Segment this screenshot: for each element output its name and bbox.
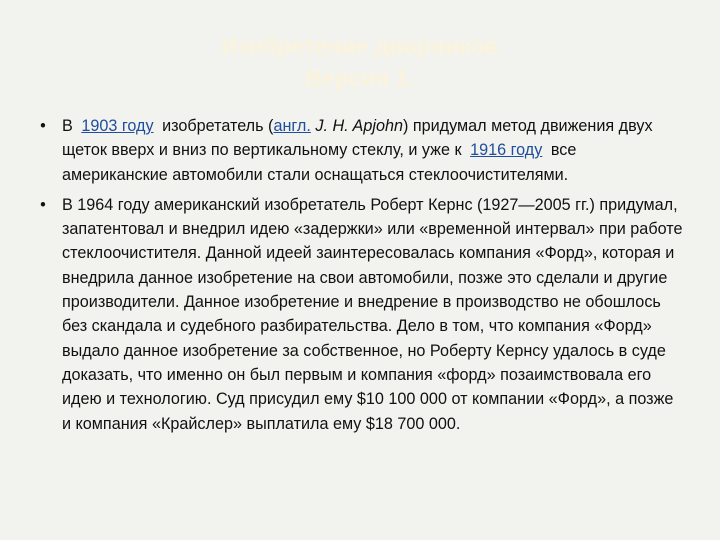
text-segment: изобретатель ( [162,117,274,135]
bullet-icon: • [40,195,46,214]
bullet-text [62,117,653,184]
bullet-item [36,114,686,187]
inventor-name: J. H. Apjohn [315,117,403,135]
bullet-text: В 1964 году американский изобретатель Роберт Кернс (1927—2005 гг.) придумал, запатентовал и внедрил идею «задержки» или «временной интервал» при работе стеклоочистителя. Данной идеей заинтересовалась компания «Форд», которая и внедрила данное изобретение на свои автомобили, позже это сделали и другие производители. Данное изобретение и внедрение в производство не обошлось без скандала и судебного разбирательства. Дело в том, что компания «Форд» выдало данное изобретение за собственное, но Роберту Кернсу удалось в суде доказать, что именно он был первым и компания «форд» позаимствовала его идею и технологию. Суд присудил ему $10 100 000 от компании «Форд», а позже и компания «Крайслер» выплатила ему $18 700 000. [62,195,683,433]
link-1903[interactable]: 1903 году [81,117,154,135]
text-segment: все американские автомобили стали оснащаться стеклоочистителями. [62,141,577,184]
text-segment: ) придумал метод движения двух щеток вверх и вниз по вертикальному стеклу, и уже к [62,117,653,160]
bullet-item [36,193,686,436]
title-line-1: Изобретение дворников [221,33,499,59]
slide-content [36,114,686,442]
bullet-icon: • [40,117,46,135]
slide-title [0,30,720,94]
link-1916[interactable]: 1916 году [470,141,543,160]
title-line-2: Версия 1. [305,65,415,91]
link-angl[interactable]: англ. [273,117,311,135]
text-segment: В [62,117,73,135]
